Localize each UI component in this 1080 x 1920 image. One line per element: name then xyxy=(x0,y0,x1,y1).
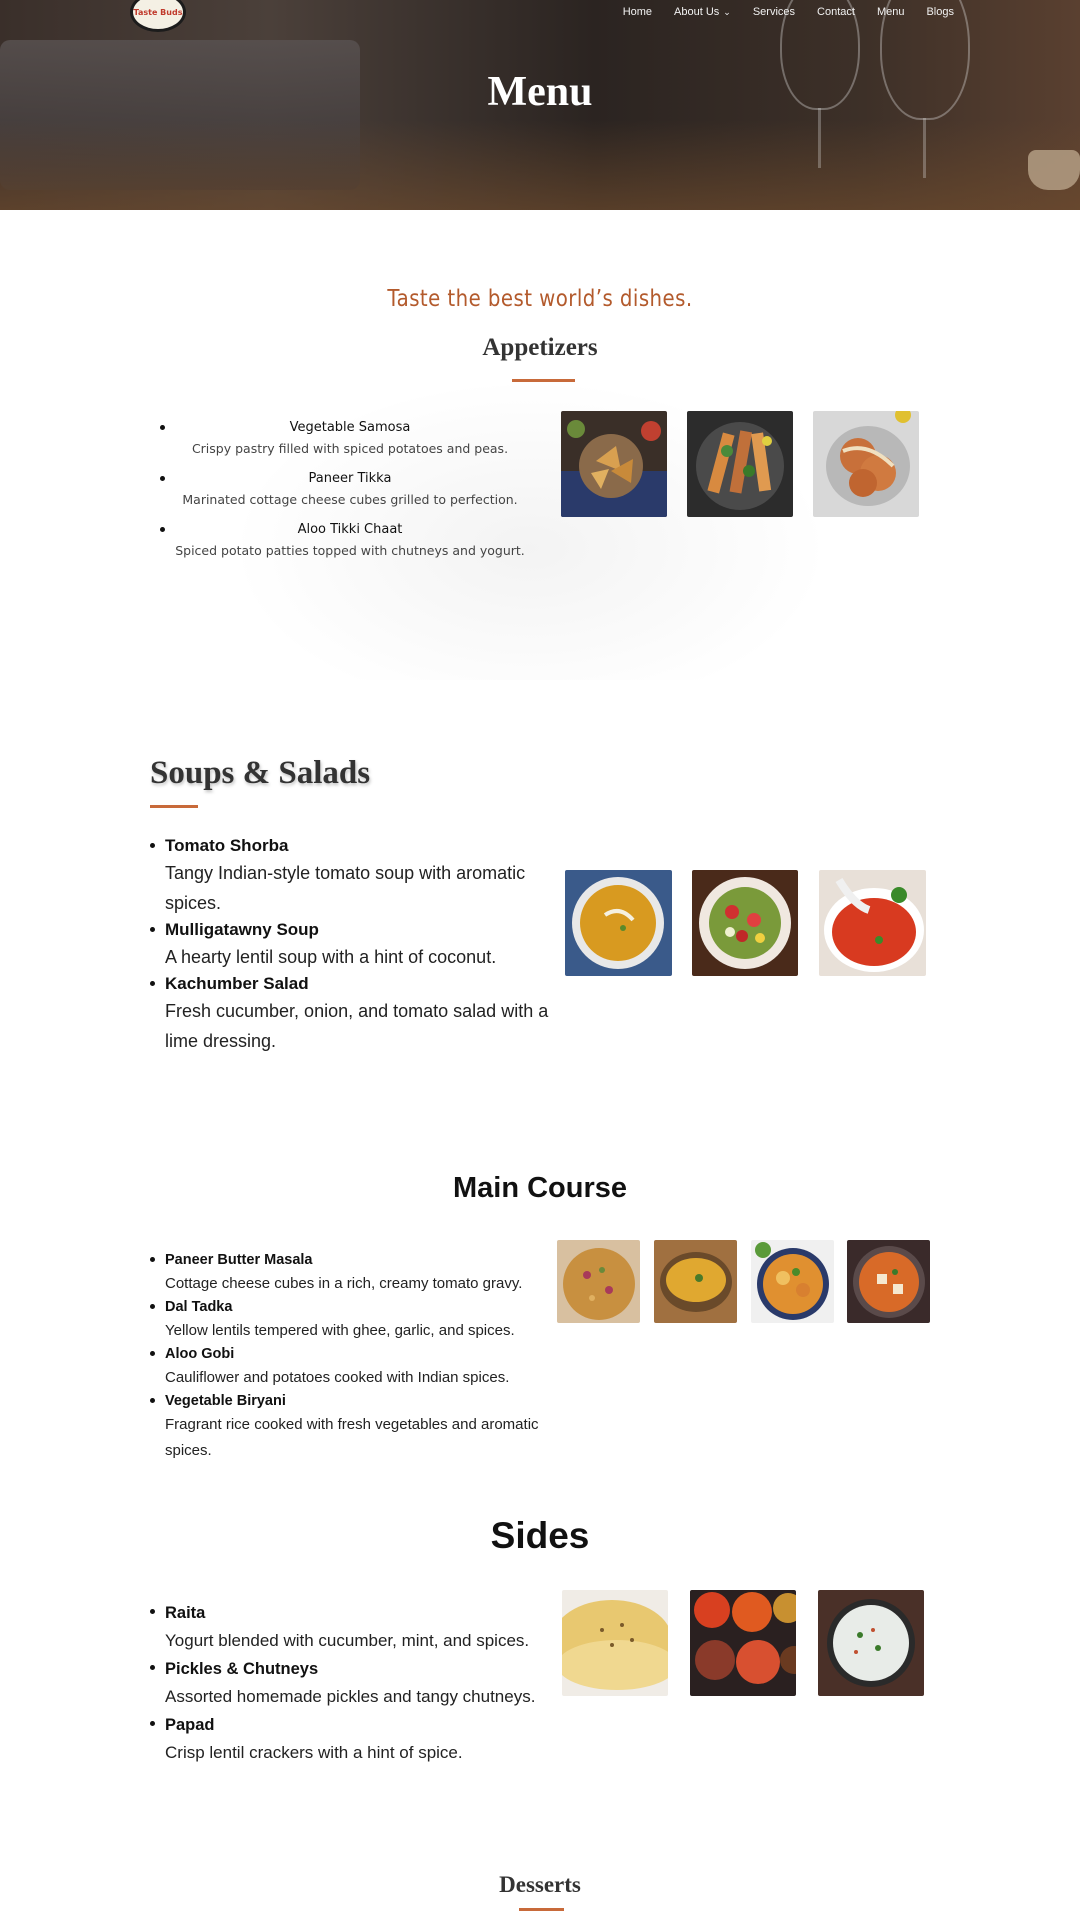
logo-text: Taste Buds xyxy=(133,7,183,17)
list-item xyxy=(150,1391,550,1464)
samosa-image xyxy=(561,411,667,517)
chevron-down-icon: ⌄ xyxy=(723,6,731,17)
nav-blogs[interactable]: Blogs xyxy=(926,6,954,18)
nav-about-us-label: About Us xyxy=(674,6,720,18)
dish-name: Pickles & Chutneys xyxy=(165,1660,319,1678)
dish-description: Crispy pastry filled with spiced potatoes and peas. xyxy=(191,441,509,456)
soups-salads-list xyxy=(150,834,550,1056)
sides-list xyxy=(150,1600,550,1768)
dish-description: Crisp lentil crackers with a hint of spice. xyxy=(165,1743,463,1762)
main-course-list xyxy=(150,1250,550,1464)
main-course-heading: Main Course xyxy=(452,1172,628,1204)
dish-name: Papad xyxy=(165,1716,215,1734)
list-item xyxy=(150,972,550,1056)
dish-name: Dal Tadka xyxy=(165,1299,233,1315)
appetizers-heading: Appetizers xyxy=(482,334,598,361)
soups-salads-heading: Soups & Salads xyxy=(150,755,371,791)
sides-heading: Sides xyxy=(490,1515,590,1556)
dish-name: Paneer Butter Masala xyxy=(165,1252,313,1268)
dish-name: Paneer Tikka xyxy=(308,471,392,486)
paneer-butter-masala-image xyxy=(847,1240,930,1323)
desserts-underline xyxy=(519,1908,564,1911)
dal-tadka-image xyxy=(654,1240,737,1323)
tomato-shorba-image xyxy=(819,870,926,976)
hero-table xyxy=(0,120,1080,210)
paneer-tikka-image xyxy=(687,411,793,517)
dish-description: Fragrant rice cooked with fresh vegetables and aromatic spices. xyxy=(165,1416,539,1459)
dish-description: Tangy Indian-style tomato soup with aromatic spices. xyxy=(165,863,526,913)
wine-glass-stem xyxy=(818,108,821,168)
desserts-heading: Desserts xyxy=(499,1872,581,1897)
dish-description: Marinated cottage cheese cubes grilled to perfection. xyxy=(182,492,518,507)
dish-name: Vegetable Biryani xyxy=(165,1393,286,1409)
raita-image xyxy=(818,1590,924,1696)
aloo-gobi-image xyxy=(751,1240,834,1323)
dish-name: Mulligatawny Soup xyxy=(165,920,319,939)
list-item xyxy=(150,1250,550,1297)
papad-image xyxy=(562,1590,668,1696)
pickles-chutneys-image xyxy=(690,1590,796,1696)
wine-glass-stem xyxy=(923,118,926,178)
dish-description: Cottage cheese cubes in a rich, creamy tomato gravy. xyxy=(165,1275,523,1292)
kachumber-salad-image xyxy=(692,870,798,976)
nav-services[interactable]: Services xyxy=(752,6,796,18)
list-item xyxy=(150,918,550,972)
nav-about-us[interactable] xyxy=(674,6,731,18)
vegetable-biryani-image xyxy=(557,1240,640,1323)
dish-name: Kachumber Salad xyxy=(165,974,309,993)
main-nav xyxy=(623,6,954,18)
dish-description: Spiced potato patties topped with chutneys and yogurt. xyxy=(175,543,525,558)
list-item xyxy=(160,418,540,460)
aloo-tikki-chaat-image xyxy=(813,411,919,517)
appetizers-list xyxy=(160,418,540,571)
dish-description: Yellow lentils tempered with ghee, garlic, and spices. xyxy=(165,1322,515,1339)
list-item xyxy=(150,1712,550,1768)
list-item xyxy=(160,520,540,562)
dish-description: Fresh cucumber, onion, and tomato salad with a lime dressing. xyxy=(165,1001,549,1051)
page-title: Menu xyxy=(487,69,593,115)
site-logo[interactable] xyxy=(130,0,186,32)
nav-contact[interactable]: Contact xyxy=(817,6,855,18)
list-item xyxy=(160,469,540,511)
list-item xyxy=(150,1297,550,1344)
mulligatawny-soup-image xyxy=(565,870,672,976)
list-item xyxy=(150,1344,550,1391)
list-item xyxy=(150,834,550,918)
soups-underline xyxy=(150,805,198,808)
dish-name: Tomato Shorba xyxy=(165,836,289,855)
dish-description: Yogurt blended with cucumber, mint, and spices. xyxy=(165,1631,530,1650)
tagline: Taste the best world’s dishes. xyxy=(387,286,693,312)
nav-home[interactable]: Home xyxy=(622,6,653,18)
dish-name: Vegetable Samosa xyxy=(289,420,411,435)
list-item xyxy=(150,1656,550,1712)
bowl-image xyxy=(1028,150,1080,190)
dish-description: Assorted homemade pickles and tangy chutneys. xyxy=(165,1687,536,1706)
dish-description: A hearty lentil soup with a hint of coconut. xyxy=(165,947,497,967)
dish-name: Aloo Gobi xyxy=(165,1346,235,1362)
appetizers-underline xyxy=(512,379,575,382)
dish-description: Cauliflower and potatoes cooked with Indian spices. xyxy=(165,1369,510,1386)
nav-menu[interactable]: Menu xyxy=(876,6,905,18)
dish-name: Raita xyxy=(165,1604,206,1622)
hero-banner xyxy=(0,0,1080,210)
list-item xyxy=(150,1600,550,1656)
dish-name: Aloo Tikki Chaat xyxy=(297,522,403,537)
